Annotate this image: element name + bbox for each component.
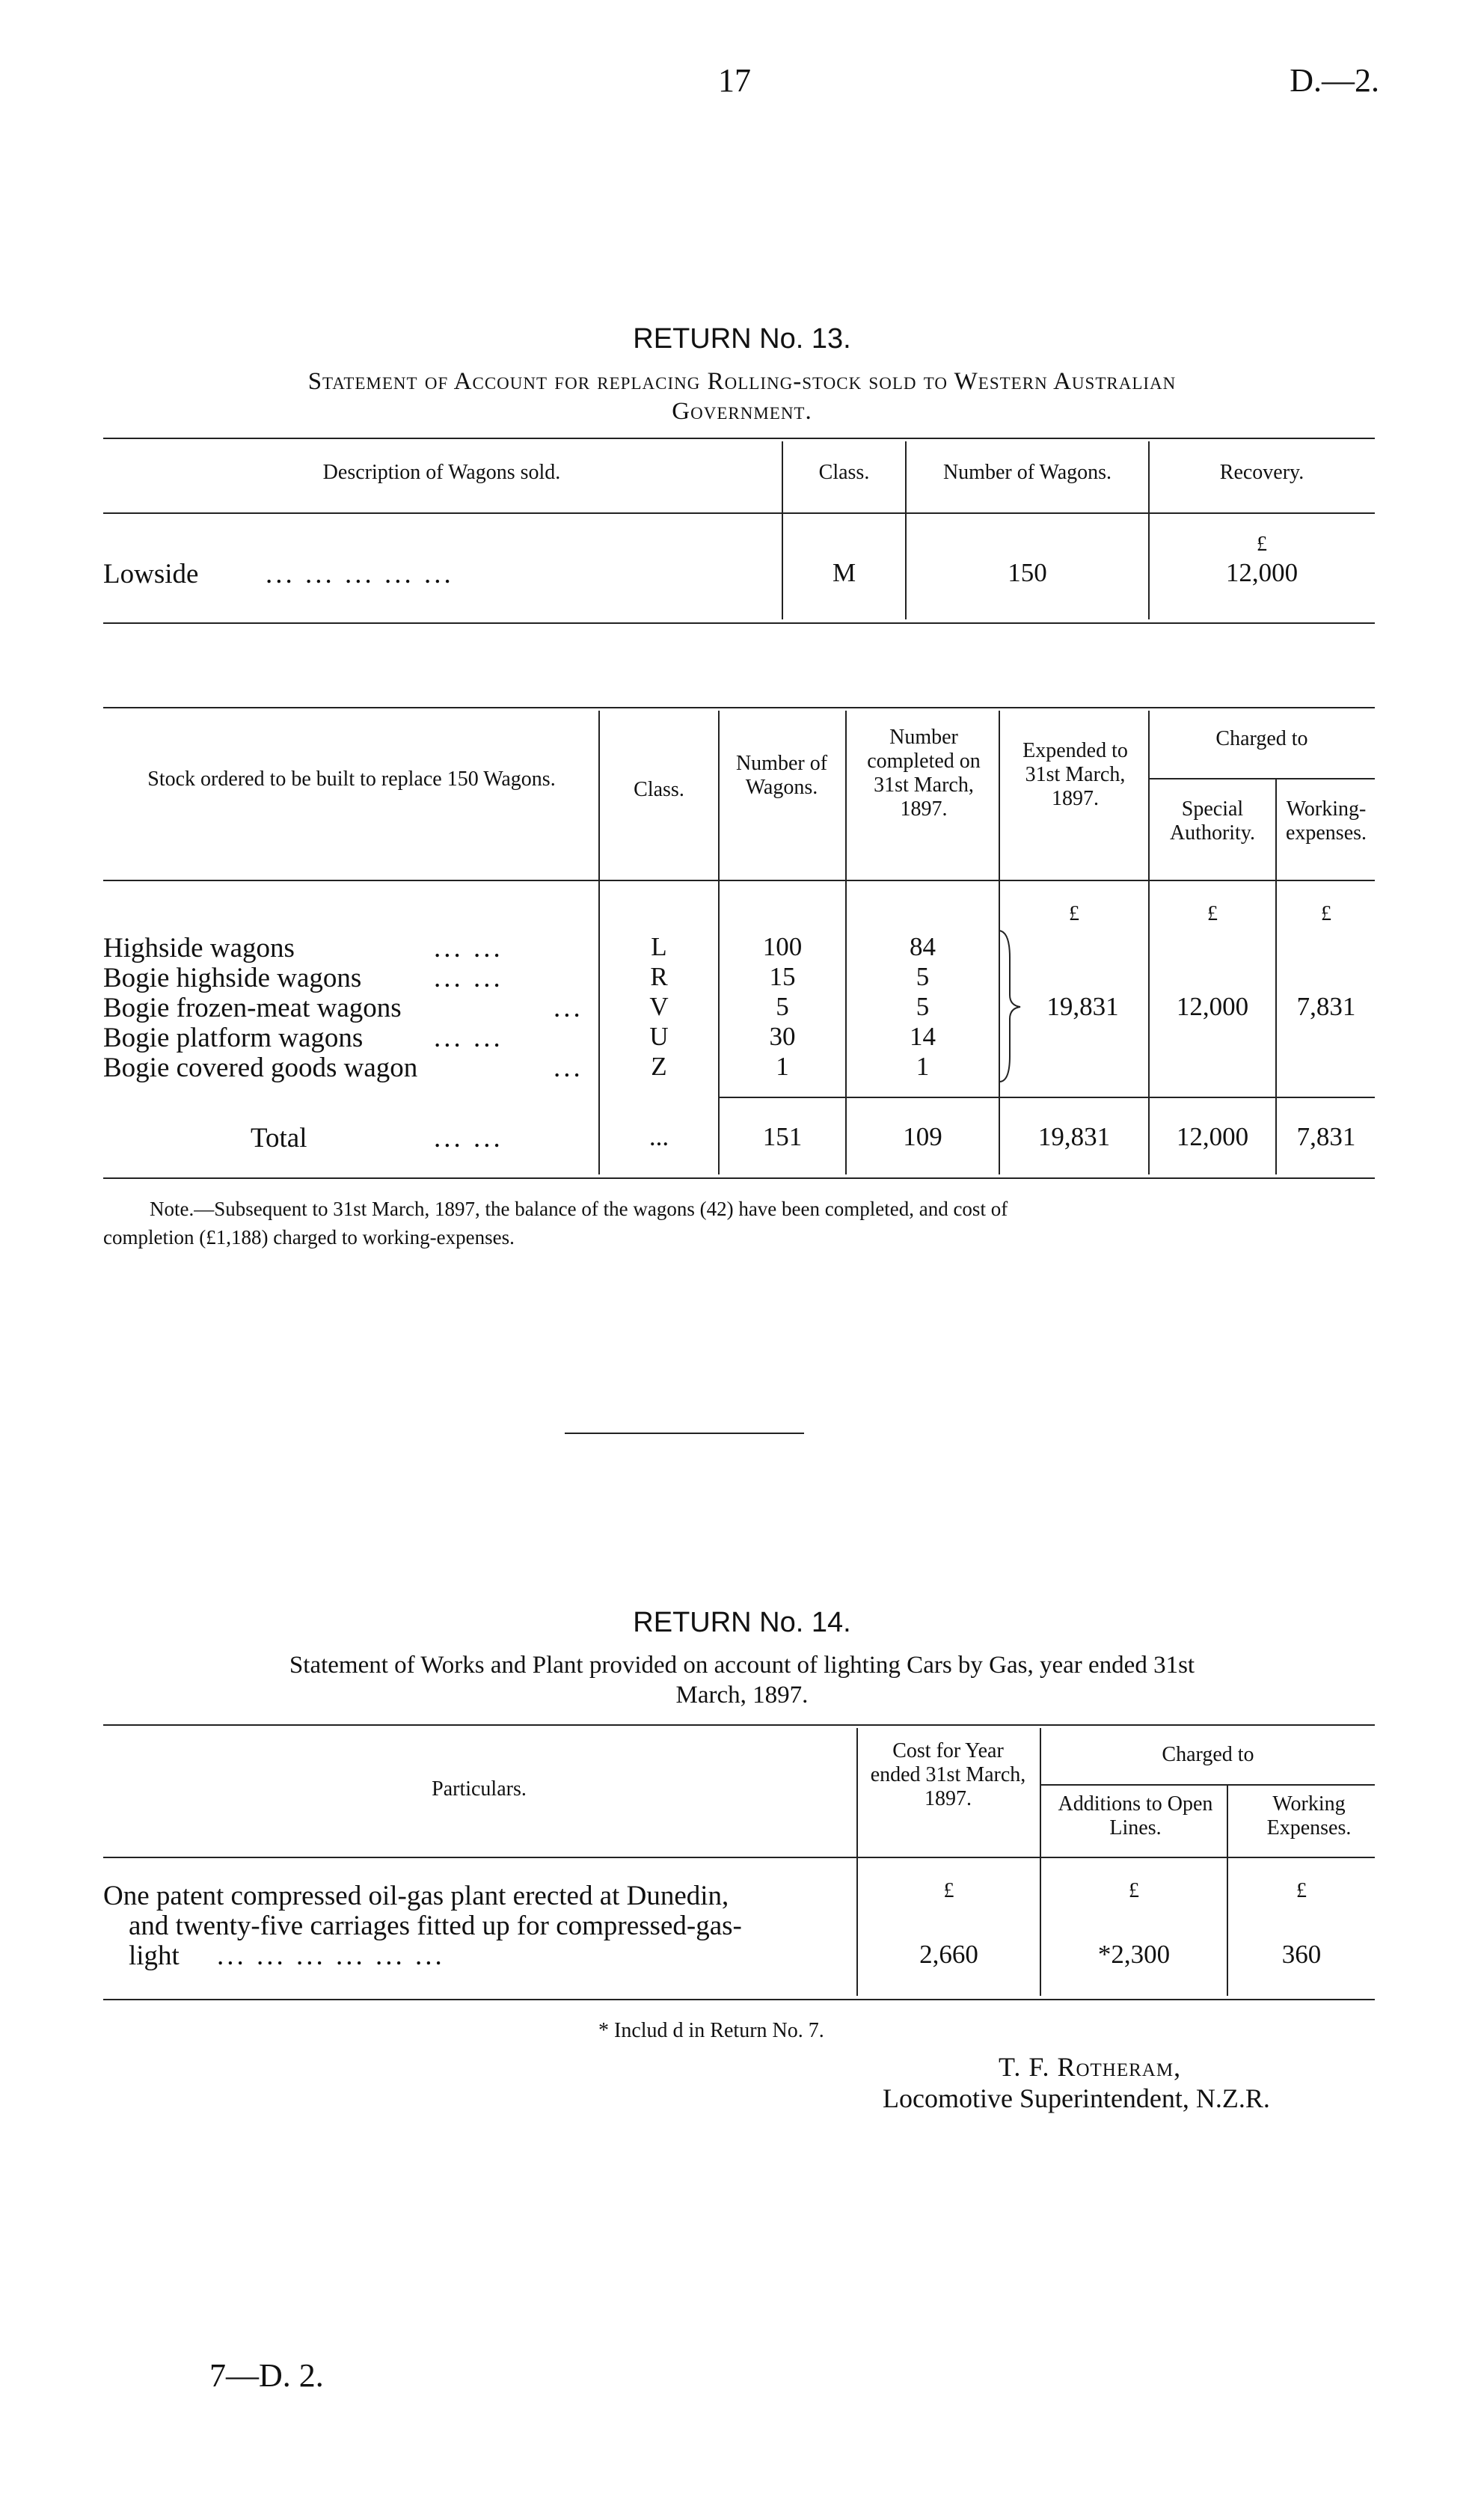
t2-total-expended: 19,831 (1037, 1122, 1111, 1151)
t2-row-completed: 1 (916, 1052, 930, 1081)
t2-row-dots: ... ... (434, 963, 503, 993)
t3-unit-additions: £ (1129, 1879, 1139, 1902)
t2-row-label: Highside wagons (103, 933, 295, 964)
t3-row-line2: and twenty-five carriages fitted up for compressed-gas- (129, 1911, 742, 1941)
return-13-title: RETURN No. 13. (633, 323, 851, 355)
t2-header-expended: Expended to 31st March, 1897. (1022, 739, 1128, 810)
t2-header-stock: Stock ordered to be built to replace 150 Wagons. (147, 768, 556, 791)
t2-header-completed: Number completed on 31st March, 1897. (867, 726, 981, 821)
t2-row-completed: 14 (910, 1022, 936, 1051)
t2-total-working: 7,831 (1296, 1122, 1356, 1151)
return-14-statement-line2: March, 1897. (675, 1682, 809, 1709)
t2-row-class: L (651, 932, 667, 961)
t1-row-dots: ... ... ... ... ... (266, 559, 454, 589)
t3-unit-cost: £ (943, 1879, 954, 1902)
t1-header-class: Class. (818, 461, 870, 484)
t3-row-line1: One patent compressed oil-gas plant erected at Dunedin, (103, 1881, 729, 1911)
t2-row-class: V (649, 992, 669, 1021)
t2-unit-special: £ (1207, 902, 1218, 925)
t3-header-charged-to: Charged to (1162, 1743, 1254, 1766)
t3-row-cost: 2,660 (919, 1940, 978, 1969)
return-13-statement-line1: Statement of Account for replacing Rolling-stock sold to Western Australian (307, 368, 1177, 395)
t2-row-number: 5 (776, 992, 789, 1021)
return-14-statement-line1: Statement of Works and Plant provided on account of lighting Cars by Gas, year ended 31st (289, 1652, 1195, 1679)
t2-row-class: U (649, 1022, 669, 1051)
t2-row-dots: ... ... (434, 1023, 503, 1053)
t2-total-number: 151 (762, 1122, 803, 1151)
t2-header-class: Class. (634, 778, 684, 801)
t2-row-completed: 5 (916, 962, 930, 991)
signature-name: T. F. Rotheram, (999, 2052, 1182, 2082)
t2-grouped-working: 7,831 (1296, 992, 1356, 1021)
t3-header-additions: Additions to Open Lines. (1058, 1792, 1213, 1839)
signature-title: Locomotive Superintendent, N.Z.R. (883, 2083, 1270, 2113)
t2-row-number: 30 (769, 1022, 796, 1051)
t2-row-number: 15 (769, 962, 796, 991)
t3-row-dots: ... ... ... ... ... ... (217, 1940, 445, 1971)
t2-row-label: Bogie covered goods wagon (103, 1053, 418, 1083)
t3-row-additions: *2,300 (1097, 1940, 1171, 1969)
t2-row-dots: ... (554, 993, 583, 1023)
t2-total-special: 12,000 (1176, 1122, 1249, 1151)
t2-row-dots: ... (554, 1053, 583, 1083)
t3-row-working: 360 (1281, 1940, 1322, 1969)
t2-total-class: ... (649, 1122, 669, 1151)
t1-header-description: Description of Wagons sold. (322, 461, 561, 484)
t2-grouped-expended: 19,831 (1046, 992, 1119, 1021)
t2-unit-working: £ (1321, 902, 1331, 925)
return-13-statement-line2: Government. (672, 398, 812, 425)
t3-header-particulars: Particulars. (432, 1777, 527, 1801)
t1-row-description: Lowside (103, 559, 199, 589)
t2-total-dots: ... ... (434, 1123, 503, 1154)
t2-row-number: 100 (762, 932, 803, 961)
t2-header-working: Working-expenses. (1285, 797, 1367, 845)
t3-header-working: Working Expenses. (1266, 1792, 1352, 1839)
t2-header-charged-to: Charged to (1215, 727, 1308, 750)
t2-row-number: 1 (776, 1052, 789, 1081)
t2-row-label: Bogie highside wagons (103, 963, 362, 993)
t1-row-class: M (832, 558, 856, 587)
return-14-footnote: * Includ d in Return No. 7. (598, 2019, 824, 2042)
t2-total-completed: 109 (903, 1122, 942, 1151)
t2-header-number: Number of Wagons. (735, 752, 828, 799)
t2-row-completed: 84 (910, 932, 936, 961)
t3-row-line3: light (129, 1940, 180, 1971)
t2-unit-expended: £ (1069, 902, 1079, 925)
t2-header-special: Special Authority. (1169, 797, 1256, 845)
t2-row-dots: ... ... (434, 933, 503, 964)
t2-row-class: R (650, 962, 668, 991)
return-14-title: RETURN No. 14. (633, 1607, 851, 1638)
return-13-note-line2: completion (£1,188) charged to working-expenses. (103, 1226, 515, 1249)
t1-header-number: Number of Wagons. (942, 461, 1112, 484)
t1-row-number: 150 (1008, 558, 1047, 587)
sheet-code: 7—D. 2. (209, 2357, 324, 2394)
t3-header-cost: Cost for Year ended 31st March, 1897. (870, 1739, 1026, 1810)
t3-unit-working: £ (1296, 1879, 1307, 1902)
page-number: 17 (718, 62, 751, 99)
t2-grouped-special: 12,000 (1176, 992, 1249, 1021)
t2-row-completed: 5 (916, 992, 930, 1021)
t2-total-label: Total (251, 1123, 307, 1154)
t1-header-recovery: Recovery. (1219, 461, 1304, 484)
t1-row-recovery-unit: £ (1257, 533, 1267, 556)
t2-row-label: Bogie frozen-meat wagons (103, 993, 402, 1023)
return-13-note-line1: Note.—Subsequent to 31st March, 1897, the balance of the wagons (42) have been completed, and cost of (150, 1198, 1008, 1220)
t2-row-class: Z (651, 1052, 667, 1081)
t2-row-label: Bogie platform wagons (103, 1023, 364, 1053)
section-divider (565, 1433, 804, 1434)
t1-row-recovery: 12,000 (1225, 558, 1298, 587)
document-code: D.—2. (1290, 62, 1379, 99)
